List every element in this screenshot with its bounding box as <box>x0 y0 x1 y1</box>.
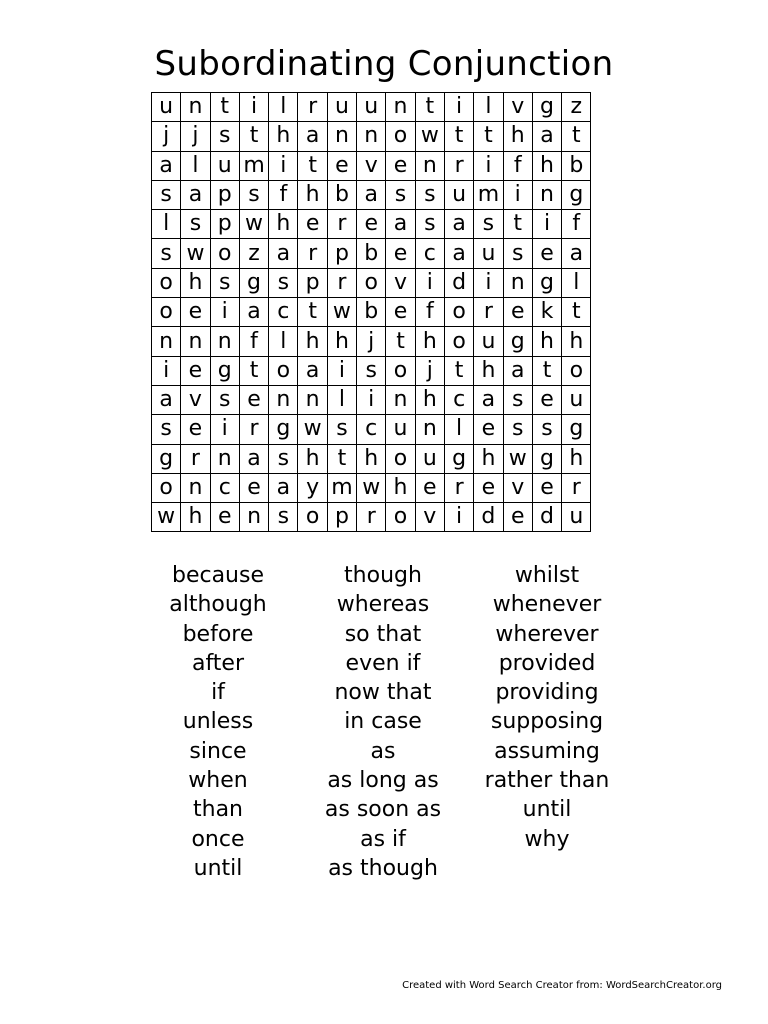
grid-cell: s <box>503 239 532 268</box>
grid-cell: h <box>181 503 210 532</box>
grid-cell: e <box>357 210 386 239</box>
grid-cell: s <box>210 268 239 297</box>
grid-cell: a <box>532 122 561 151</box>
grid-cell: v <box>181 385 210 414</box>
word-list <box>132 561 632 883</box>
grid-cell: z <box>239 239 268 268</box>
grid-cell: g <box>532 444 561 473</box>
grid-cell: h <box>357 444 386 473</box>
grid-cell: s <box>239 180 268 209</box>
grid-cell: s <box>181 210 210 239</box>
grid-cell: e <box>474 415 503 444</box>
word-list-item: providing <box>495 680 599 706</box>
word-list-item: wherever <box>495 621 599 647</box>
word-list-item: though <box>344 563 422 588</box>
grid-cell: e <box>298 210 327 239</box>
grid-cell: g <box>532 93 561 122</box>
grid-cell: w <box>152 503 181 532</box>
grid-cell: h <box>532 327 561 356</box>
grid-cell: g <box>532 268 561 297</box>
grid-cell: a <box>474 385 503 414</box>
word-list-item: unless <box>182 709 254 735</box>
grid-row <box>152 503 591 532</box>
grid-cell: l <box>444 415 473 444</box>
grid-cell: t <box>239 356 268 385</box>
grid-cell: f <box>503 151 532 180</box>
grid-cell: p <box>210 180 239 209</box>
word-list-item: even if <box>345 650 421 676</box>
grid-cell: b <box>327 180 356 209</box>
grid-cell: n <box>210 444 239 473</box>
word-list-item: in case <box>344 709 422 735</box>
grid-cell: t <box>562 298 591 327</box>
grid-row <box>152 444 591 473</box>
grid-cell: t <box>503 210 532 239</box>
grid-cell: o <box>298 503 327 532</box>
grid-cell: g <box>152 444 181 473</box>
grid-cell: n <box>415 415 444 444</box>
word-list-column-3 <box>462 561 632 883</box>
grid-row <box>152 385 591 414</box>
grid-cell: g <box>239 268 268 297</box>
word-list-item: after <box>191 650 245 676</box>
grid-cell: h <box>474 444 503 473</box>
word-list-item: now that <box>334 680 432 706</box>
grid-cell: o <box>386 503 415 532</box>
grid-cell: u <box>386 415 415 444</box>
grid-cell: d <box>474 503 503 532</box>
grid-cell: e <box>386 239 415 268</box>
word-list-item: as though <box>328 855 438 881</box>
grid-cell: t <box>562 122 591 151</box>
grid-cell: l <box>562 268 591 297</box>
grid-cell: n <box>210 327 239 356</box>
grid-cell: c <box>415 239 444 268</box>
grid-cell: a <box>152 385 181 414</box>
grid-cell: a <box>357 180 386 209</box>
grid-cell: s <box>474 210 503 239</box>
grid-cell: r <box>562 473 591 502</box>
grid-row <box>152 210 591 239</box>
grid-cell: e <box>210 503 239 532</box>
grid-cell: a <box>239 444 268 473</box>
grid-cell: v <box>386 268 415 297</box>
grid-cell: n <box>181 327 210 356</box>
grid-cell: l <box>269 93 298 122</box>
grid-cell: r <box>181 444 210 473</box>
grid-cell: h <box>474 356 503 385</box>
word-list-item: if <box>211 680 225 706</box>
grid-cell: a <box>152 151 181 180</box>
grid-cell: h <box>327 327 356 356</box>
grid-cell: e <box>386 151 415 180</box>
grid-cell: m <box>239 151 268 180</box>
grid-cell: f <box>562 210 591 239</box>
grid-cell: r <box>444 151 473 180</box>
grid-cell: w <box>357 473 386 502</box>
grid-cell: m <box>474 180 503 209</box>
grid-cell: c <box>444 385 473 414</box>
grid-cell: s <box>415 180 444 209</box>
grid-cell: p <box>327 239 356 268</box>
grid-cell: w <box>415 122 444 151</box>
grid-cell: i <box>152 356 181 385</box>
grid-cell: g <box>444 444 473 473</box>
grid-cell: t <box>210 93 239 122</box>
word-list-item: so that <box>344 621 422 647</box>
grid-cell: o <box>386 444 415 473</box>
grid-cell: w <box>239 210 268 239</box>
grid-cell: g <box>210 356 239 385</box>
grid-cell: u <box>357 93 386 122</box>
grid-cell: u <box>474 239 503 268</box>
grid-cell: s <box>152 239 181 268</box>
word-list-item: once <box>191 826 245 852</box>
grid-cell: n <box>269 385 298 414</box>
grid-cell: u <box>444 180 473 209</box>
grid-cell: v <box>357 151 386 180</box>
grid-cell: e <box>474 473 503 502</box>
grid-cell: a <box>386 210 415 239</box>
grid-cell: e <box>415 473 444 502</box>
grid-cell: e <box>181 356 210 385</box>
grid-cell: l <box>269 327 298 356</box>
word-list-item: although <box>169 592 267 618</box>
grid-cell: l <box>152 210 181 239</box>
grid-cell: o <box>269 356 298 385</box>
grid-cell: l <box>181 151 210 180</box>
grid-cell: d <box>444 268 473 297</box>
grid-cell: u <box>562 385 591 414</box>
grid-cell: m <box>327 473 356 502</box>
grid-cell: s <box>210 122 239 151</box>
grid-cell: f <box>269 180 298 209</box>
grid-cell: n <box>415 151 444 180</box>
grid-cell: i <box>269 151 298 180</box>
grid-cell: z <box>562 93 591 122</box>
grid-cell: n <box>298 385 327 414</box>
grid-row <box>152 93 591 122</box>
word-list-item: until <box>193 855 243 881</box>
grid-cell: h <box>269 210 298 239</box>
grid-cell: t <box>444 356 473 385</box>
grid-cell: h <box>562 444 591 473</box>
grid-cell: h <box>181 268 210 297</box>
grid-cell: i <box>327 356 356 385</box>
grid-cell: f <box>239 327 268 356</box>
grid-cell: n <box>532 180 561 209</box>
grid-cell: h <box>298 327 327 356</box>
grid-cell: a <box>269 473 298 502</box>
grid-row <box>152 473 591 502</box>
grid-cell: a <box>239 298 268 327</box>
grid-row <box>152 239 591 268</box>
grid-cell: p <box>298 268 327 297</box>
word-list-item: why <box>524 826 570 852</box>
grid-cell: b <box>562 151 591 180</box>
grid-cell: f <box>415 298 444 327</box>
grid-cell: h <box>415 385 444 414</box>
grid-cell: n <box>386 93 415 122</box>
grid-cell: n <box>181 93 210 122</box>
grid-cell: d <box>532 503 561 532</box>
grid-cell: a <box>298 356 327 385</box>
word-list-item: supposing <box>490 709 604 735</box>
grid-cell: o <box>386 122 415 151</box>
grid-cell: i <box>444 503 473 532</box>
grid-cell: s <box>532 415 561 444</box>
grid-cell: s <box>503 415 532 444</box>
grid-cell: i <box>474 268 503 297</box>
grid-cell: b <box>357 239 386 268</box>
grid-cell: u <box>562 503 591 532</box>
grid-cell: l <box>327 385 356 414</box>
grid-cell: w <box>298 415 327 444</box>
grid-cell: s <box>269 444 298 473</box>
grid-cell: c <box>269 298 298 327</box>
grid-cell: a <box>269 239 298 268</box>
grid-row <box>152 327 591 356</box>
grid-row <box>152 151 591 180</box>
grid-cell: s <box>152 415 181 444</box>
grid-cell: g <box>562 415 591 444</box>
word-list-item: whenever <box>492 592 602 618</box>
grid-row <box>152 415 591 444</box>
grid-cell: h <box>415 327 444 356</box>
grid-row <box>152 268 591 297</box>
grid-cell: k <box>532 298 561 327</box>
grid-cell: a <box>181 180 210 209</box>
grid-cell: p <box>210 210 239 239</box>
grid-cell: r <box>474 298 503 327</box>
grid-cell: i <box>532 210 561 239</box>
grid-cell: o <box>152 298 181 327</box>
grid-cell: a <box>503 356 532 385</box>
grid-cell: h <box>298 180 327 209</box>
grid-row <box>152 356 591 385</box>
grid-cell: n <box>152 327 181 356</box>
grid-cell: s <box>357 356 386 385</box>
grid-cell: v <box>415 503 444 532</box>
grid-cell: h <box>562 327 591 356</box>
grid-cell: i <box>444 93 473 122</box>
grid-cell: j <box>152 122 181 151</box>
grid-cell: t <box>474 122 503 151</box>
grid-cell: v <box>503 93 532 122</box>
grid-cell: c <box>357 415 386 444</box>
grid-cell: e <box>181 298 210 327</box>
grid-cell: s <box>269 503 298 532</box>
grid-cell: s <box>269 268 298 297</box>
page-title: Subordinating Conjunction <box>154 44 614 84</box>
grid-cell: r <box>298 93 327 122</box>
grid-cell: u <box>327 93 356 122</box>
grid-cell: u <box>415 444 444 473</box>
word-list-item: when <box>188 768 248 794</box>
grid-cell: g <box>562 180 591 209</box>
grid-cell: o <box>562 356 591 385</box>
grid-cell: e <box>532 239 561 268</box>
grid-cell: r <box>444 473 473 502</box>
grid-cell: o <box>444 327 473 356</box>
word-list-column-1 <box>132 561 304 883</box>
word-list-item: whereas <box>336 592 430 618</box>
grid-cell: t <box>298 151 327 180</box>
grid-cell: n <box>357 122 386 151</box>
grid-cell: o <box>357 268 386 297</box>
grid-cell: v <box>503 473 532 502</box>
grid-cell: h <box>298 444 327 473</box>
grid-cell: t <box>239 122 268 151</box>
grid-cell: o <box>152 473 181 502</box>
grid-cell: n <box>181 473 210 502</box>
word-list-item: because <box>171 563 265 588</box>
grid-cell: o <box>152 268 181 297</box>
word-list-item: before <box>182 621 254 647</box>
grid-cell: i <box>210 298 239 327</box>
grid-cell: b <box>357 298 386 327</box>
grid-cell: e <box>239 385 268 414</box>
grid-cell: u <box>210 151 239 180</box>
grid-cell: n <box>386 385 415 414</box>
grid-cell: s <box>415 210 444 239</box>
grid-cell: h <box>503 122 532 151</box>
grid-cell: n <box>503 268 532 297</box>
grid-cell: w <box>181 239 210 268</box>
grid-cell: l <box>474 93 503 122</box>
grid-cell: o <box>386 356 415 385</box>
word-list-column-2 <box>304 561 462 883</box>
grid-cell: j <box>357 327 386 356</box>
grid-cell: a <box>444 210 473 239</box>
grid-cell: s <box>152 180 181 209</box>
grid-cell: u <box>474 327 503 356</box>
grid-cell: a <box>298 122 327 151</box>
word-search-grid <box>151 92 591 532</box>
word-list-item: assuming <box>494 738 600 764</box>
word-list-item: provided <box>498 650 596 676</box>
grid-cell: y <box>298 473 327 502</box>
grid-cell: o <box>444 298 473 327</box>
grid-cell: s <box>503 385 532 414</box>
word-list-item: whilst <box>514 563 580 588</box>
grid-cell: w <box>503 444 532 473</box>
grid-cell: p <box>327 503 356 532</box>
grid-cell: a <box>444 239 473 268</box>
grid-cell: e <box>532 473 561 502</box>
grid-cell: i <box>474 151 503 180</box>
word-list-item: until <box>522 797 572 823</box>
grid-cell: n <box>327 122 356 151</box>
grid-cell: r <box>357 503 386 532</box>
grid-cell: e <box>503 503 532 532</box>
word-list-item: since <box>189 738 247 764</box>
word-list-item: as soon as <box>324 797 442 823</box>
grid-cell: j <box>415 356 444 385</box>
grid-cell: g <box>269 415 298 444</box>
word-list-item: than <box>193 797 243 823</box>
word-list-item: rather than <box>484 768 610 794</box>
grid-row <box>152 122 591 151</box>
word-list-item: as long as <box>327 768 439 794</box>
grid-cell: i <box>239 93 268 122</box>
grid-cell: h <box>532 151 561 180</box>
grid-cell: e <box>239 473 268 502</box>
grid-cell: t <box>386 327 415 356</box>
grid-cell: h <box>386 473 415 502</box>
grid-cell: e <box>327 151 356 180</box>
grid-cell: g <box>503 327 532 356</box>
footer-credit: Created with Word Search Creator from: WordSearchCreator.org <box>402 980 722 991</box>
grid-cell: e <box>503 298 532 327</box>
grid-cell: a <box>562 239 591 268</box>
word-list-item: as if <box>360 826 406 852</box>
grid-cell: o <box>210 239 239 268</box>
grid-cell: i <box>210 415 239 444</box>
grid-cell: w <box>327 298 356 327</box>
word-list-item: as <box>370 738 396 764</box>
grid-row <box>152 298 591 327</box>
grid-row <box>152 180 591 209</box>
grid-cell: i <box>503 180 532 209</box>
grid-cell: e <box>386 298 415 327</box>
grid-cell: j <box>181 122 210 151</box>
grid-cell: s <box>327 415 356 444</box>
grid-cell: i <box>357 385 386 414</box>
grid-cell: r <box>327 210 356 239</box>
grid-cell: h <box>269 122 298 151</box>
grid-cell: e <box>532 385 561 414</box>
grid-cell: n <box>239 503 268 532</box>
grid-cell: r <box>239 415 268 444</box>
grid-cell: i <box>415 268 444 297</box>
grid-cell: c <box>210 473 239 502</box>
grid-cell: s <box>210 385 239 414</box>
grid-cell: t <box>327 444 356 473</box>
grid-cell: s <box>386 180 415 209</box>
grid-cell: r <box>298 239 327 268</box>
grid-cell: r <box>327 268 356 297</box>
grid-cell: t <box>415 93 444 122</box>
grid-cell: t <box>532 356 561 385</box>
grid-cell: t <box>444 122 473 151</box>
grid-cell: e <box>181 415 210 444</box>
grid-cell: t <box>298 298 327 327</box>
grid-cell: u <box>152 93 181 122</box>
